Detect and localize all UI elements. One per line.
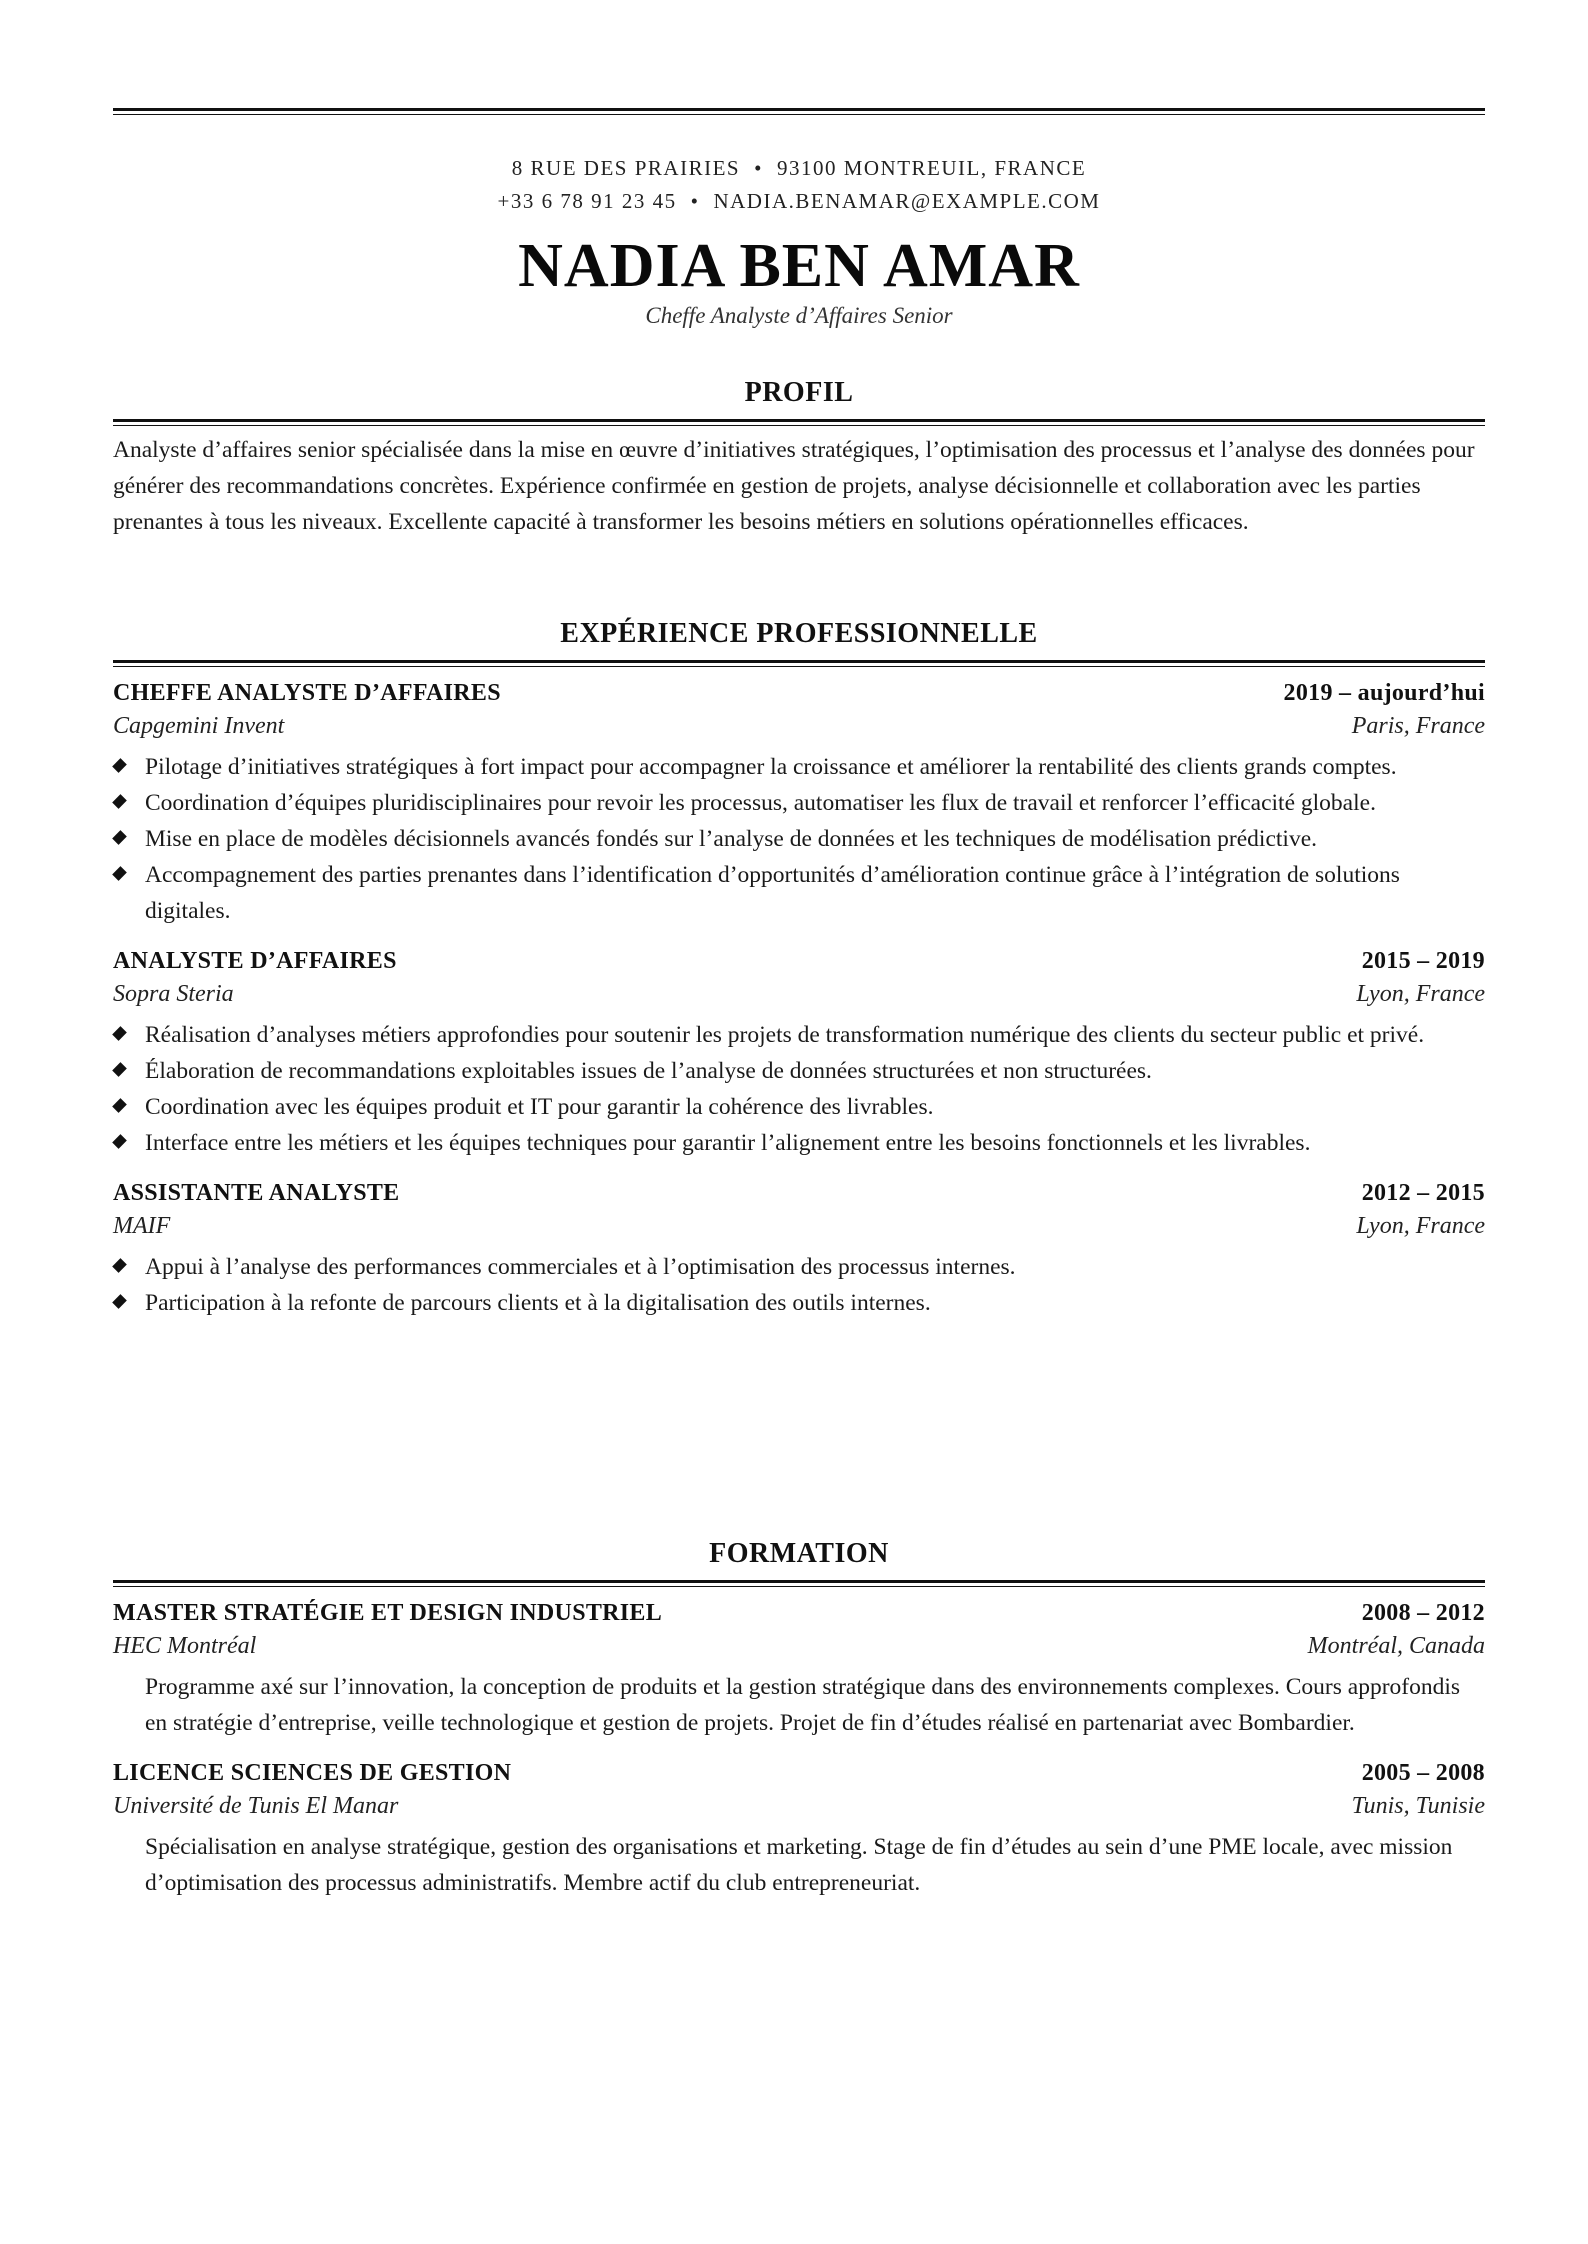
job-dates: 2015 – 2019 — [1361, 948, 1485, 974]
bullet-text: Mise en place de modèles décisionnels avancés fondés sur l’analyse de données et les techniques de modélisation prédictive. — [145, 826, 1318, 852]
bullet-item — [113, 1089, 1485, 1125]
bullet-item — [113, 785, 1485, 821]
bullet-text: Coordination d’équipes pluridisciplinaires pour revoir les processus, automatiser les flux de travail et renforcer l’efficacité globale. — [145, 790, 1376, 816]
candidate-name: NADIA BEN AMAR — [518, 232, 1080, 300]
section-divider — [113, 660, 1485, 667]
bullet-text: Élaboration de recommandations exploitables issues de l’analyse de données structurées et non structurées. — [145, 1058, 1152, 1084]
diamond-bullet-icon — [112, 794, 127, 809]
job-location: Lyon, France — [1356, 1213, 1485, 1239]
bullet-item — [113, 1285, 1485, 1321]
education-entry — [113, 1757, 1485, 1901]
separator-dot: • — [690, 189, 700, 213]
bullet-item — [113, 1125, 1485, 1161]
school-name: Université de Tunis El Manar — [113, 1793, 399, 1819]
address-street: 8 RUE DES PRAIRIES — [511, 156, 741, 180]
diamond-bullet-icon — [112, 1294, 127, 1309]
education-section — [113, 1536, 1485, 1901]
bullet-item — [113, 821, 1485, 857]
experience-section — [113, 616, 1485, 1321]
job-title: ANALYSTE D’AFFAIRES — [113, 948, 397, 974]
job-bullets — [113, 749, 1485, 929]
education-subheader — [113, 1630, 1485, 1663]
school-name: HEC Montréal — [113, 1633, 257, 1659]
education-entry — [113, 1597, 1485, 1741]
bullet-text: Coordination avec les équipes produit et IT pour garantir la cohérence des livrables. — [145, 1094, 934, 1120]
job-location: Lyon, France — [1356, 981, 1485, 1007]
section-heading: FORMATION — [709, 1538, 889, 1569]
job-title: CHEFFE ANALYSTE D’AFFAIRES — [113, 680, 501, 706]
school-location: Tunis, Tunisie — [1351, 1793, 1485, 1819]
job-title: ASSISTANTE ANALYSTE — [113, 1180, 400, 1206]
diamond-bullet-icon — [112, 830, 127, 845]
education-header — [113, 1597, 1485, 1630]
degree-title: MASTER STRATÉGIE ET DESIGN INDUSTRIEL — [113, 1600, 663, 1626]
job-header — [113, 945, 1485, 978]
job-entry — [113, 945, 1485, 1161]
job-bullets — [113, 1017, 1485, 1161]
profile-section — [113, 375, 1485, 540]
job-header — [113, 1177, 1485, 1210]
bullet-text: Interface entre les métiers et les équipes techniques pour garantir l’alignement entre les besoins fonctionnels et les livrables. — [145, 1130, 1311, 1156]
job-subheader — [113, 978, 1485, 1011]
contact-block — [113, 152, 1485, 218]
job-location: Paris, France — [1351, 713, 1485, 739]
diamond-bullet-icon — [112, 1134, 127, 1149]
section-heading: PROFIL — [744, 377, 854, 408]
bullet-item — [113, 1249, 1485, 1285]
diamond-bullet-icon — [112, 1026, 127, 1041]
bullet-text: Accompagnement des parties prenantes dans l’identification d’opportunités d’amélioration continue grâce à l’intégration de solutions digitales. — [145, 862, 1400, 924]
section-heading: EXPÉRIENCE PROFESSIONNELLE — [560, 618, 1038, 649]
diamond-bullet-icon — [112, 1062, 127, 1077]
school-location: Montréal, Canada — [1307, 1633, 1485, 1659]
job-dates: 2019 – aujourd’hui — [1283, 680, 1485, 706]
job-company: Capgemini Invent — [113, 713, 285, 739]
job-subheader — [113, 710, 1485, 743]
education-description: Programme axé sur l’innovation, la conception de produits et la gestion stratégique dans des environnements complexes. Cours approfondis en stratégie d’entreprise, veille technologique et gestion de projets. Projet de fin d’études réalisé en partenariat avec Bombardier. — [145, 1674, 1461, 1736]
job-subheader — [113, 1210, 1485, 1243]
bullet-text: Pilotage d’initiatives stratégiques à fort impact pour accompagner la croissance et améliorer la rentabilité des clients grands comptes. — [145, 754, 1397, 780]
education-subheader — [113, 1790, 1485, 1823]
job-entry — [113, 1177, 1485, 1321]
education-description: Spécialisation en analyse stratégique, gestion des organisations et marketing. Stage de fin d’études au sein d’une PME locale, avec mission d’optimisation des processus administratifs. Membre actif du club entrepreneuriat. — [145, 1834, 1453, 1896]
profile-text: Analyste d’affaires senior spécialisée dans la mise en œuvre d’initiatives stratégiques, l’optimisation des processus et l’analyse des données pour générer des recommandations concrètes. Expérience confirmée en gestion de projets, analyse décisionnelle et collaboration avec les parties prenantes à tous les niveaux. Excellente capacité à transformer les besoins métiers en solutions opérationnelles efficaces. — [113, 437, 1475, 535]
contact-line — [113, 185, 1485, 218]
job-entry — [113, 677, 1485, 929]
education-dates: 2008 – 2012 — [1361, 1600, 1485, 1626]
bullet-item — [113, 857, 1485, 929]
diamond-bullet-icon — [112, 1258, 127, 1273]
phone-number: +33 6 78 91 23 45 — [497, 189, 677, 213]
bullet-text: Appui à l’analyse des performances commerciales et à l’optimisation des processus internes. — [145, 1254, 1016, 1280]
address-city: 93100 MONTREUIL, FRANCE — [776, 156, 1087, 180]
candidate-title: Cheffe Analyste d’Affaires Senior — [645, 303, 953, 328]
bullet-item — [113, 1017, 1485, 1053]
bullet-text: Participation à la refonte de parcours clients et à la digitalisation des outils internes. — [145, 1290, 931, 1316]
diamond-bullet-icon — [112, 866, 127, 881]
job-bullets — [113, 1249, 1485, 1321]
job-header — [113, 677, 1485, 710]
diamond-bullet-icon — [112, 1098, 127, 1113]
bullet-item — [113, 1053, 1485, 1089]
section-divider — [113, 1580, 1485, 1587]
education-dates: 2005 – 2008 — [1361, 1760, 1485, 1786]
section-divider — [113, 419, 1485, 426]
bullet-item — [113, 749, 1485, 785]
job-company: MAIF — [113, 1213, 171, 1239]
job-dates: 2012 – 2015 — [1361, 1180, 1485, 1206]
separator-dot: • — [754, 156, 763, 180]
email-address: NADIA.BENAMAR@EXAMPLE.COM — [713, 189, 1101, 213]
job-company: Sopra Steria — [113, 981, 234, 1007]
degree-title: LICENCE SCIENCES DE GESTION — [113, 1760, 512, 1786]
diamond-bullet-icon — [112, 758, 127, 773]
bullet-text: Réalisation d’analyses métiers approfondies pour soutenir les projets de transformation numérique des clients du secteur public et privé. — [145, 1022, 1425, 1048]
address-line — [113, 152, 1485, 185]
top-divider — [113, 108, 1485, 117]
education-header — [113, 1757, 1485, 1790]
